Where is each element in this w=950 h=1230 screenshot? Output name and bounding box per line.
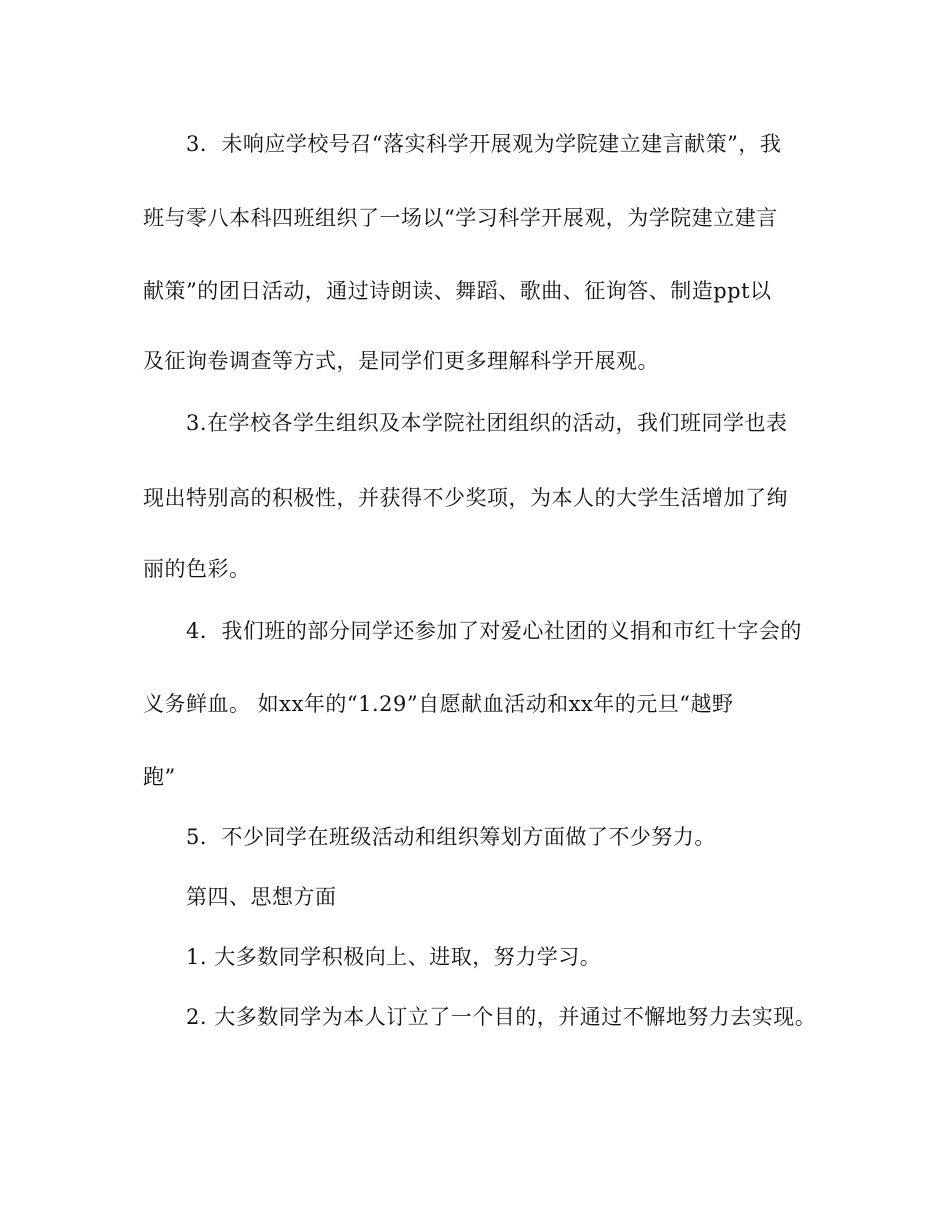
paragraph-line: 现出特别高的积极性，并获得不少奖项，为本人的大学生活增加了绚 <box>143 486 788 510</box>
paragraph-line: 4．我们班的部分同学还参加了对爱心社团的义捐和市红十字会的 <box>186 619 802 643</box>
paragraph-line: 3．未响应学校号召“落实科学开展观为学院建立建言献策”，我 <box>186 132 782 156</box>
section-heading: 第四、思想方面 <box>186 885 337 909</box>
paragraph-line: 2. 大多数同学为本人订立了一个目的，并通过不懈地努力去实现。 <box>186 1005 817 1029</box>
paragraph-line: 丽的色彩。 <box>143 557 251 581</box>
paragraph-line: 义务鲜血。 如xx年的“1.29”自愿献血活动和xx年的元旦“越野 <box>143 692 734 716</box>
paragraph-line: 班与零八本科四班组织了一场以“学习科学开展观，为学院建立建言 <box>143 206 778 230</box>
paragraph-line: 1. 大多数同学积极向上、进取，努力学习。 <box>186 945 602 969</box>
paragraph-line: 跑” <box>143 765 176 789</box>
paragraph-line: 3.在学校各学生组织及本学院社团组织的活动，我们班同学也表 <box>186 411 788 435</box>
paragraph-line: 5．不少同学在班级活动和组织筹划方面做了不少努力。 <box>186 825 716 849</box>
paragraph-line: 献策”的团日活动，通过诗朗读、舞蹈、歌曲、征询答、制造ppt以 <box>143 279 772 303</box>
paragraph-line: 及征询卷调查等方式，是同学们更多理解科学开展观。 <box>143 349 659 373</box>
